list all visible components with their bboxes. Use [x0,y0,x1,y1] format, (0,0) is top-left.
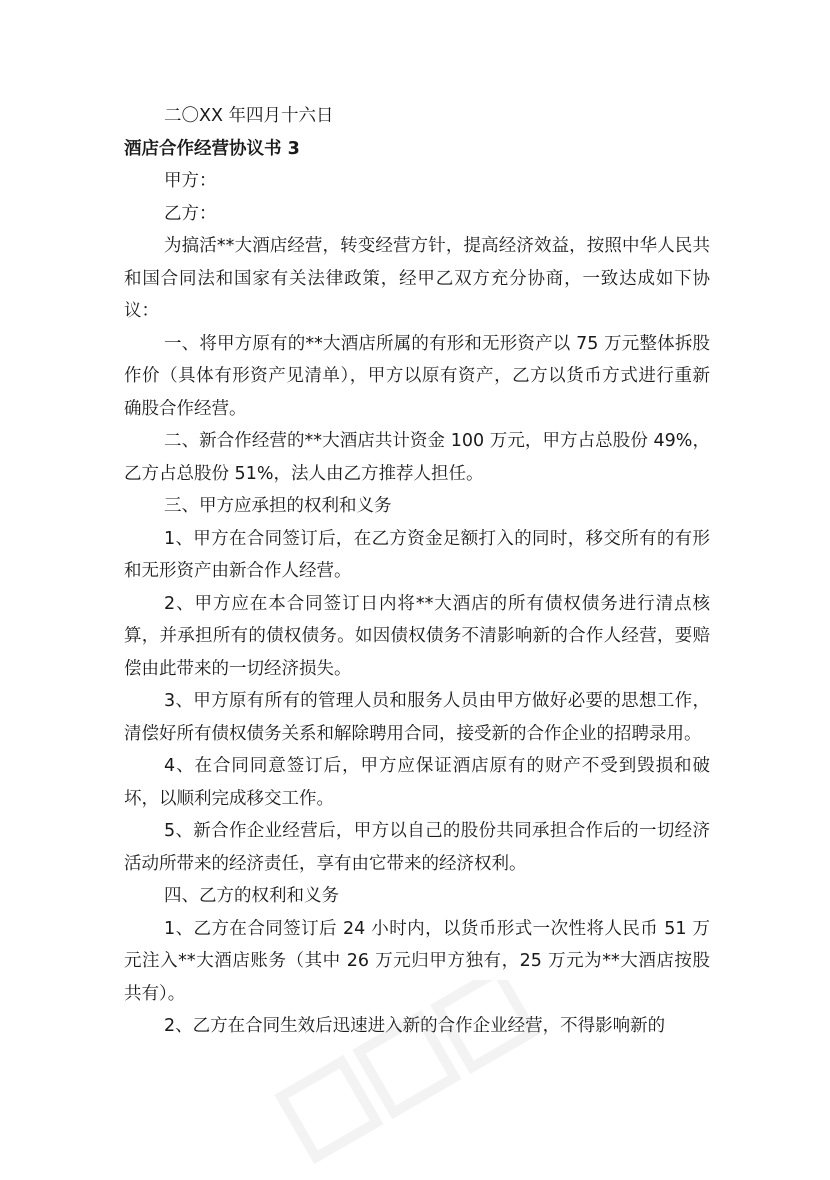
paragraph-clause-2: 二、新合作经营的**大酒店共计资金 100 万元，甲方占总股份 49%，乙方占总股份 51%，法人由乙方推荐人担任。 [124,431,710,484]
paragraph-b-1: 1、乙方在合同签订后 24 小时内，以货币形式一次性将人民币 51 万元注入**大酒店账务（其中 26 万元归甲方独有，25 万元为**大酒店按股共有）。 [124,918,710,1004]
date-line: 二〇XX 年四月十六日 [164,106,334,126]
party-a-line: 甲方： [164,171,217,191]
paragraph-preamble: 为搞活**大酒店经营，转变经营方针，提高经济效益，按照中华人民共和国合同法和国家有关法律政策，经甲乙双方充分协商，一致达成如下协议： [124,236,710,321]
document-title: 酒店合作经营协议书 3 [124,138,300,159]
paragraph-a-5: 5、新合作企业经营后，甲方以自己的股份共同承担合作后的一切经济活动所带来的经济责任，享有由它带来的经济权利。 [124,821,710,874]
paragraph-a-3: 3、甲方原有所有的管理人员和服务人员由甲方做好必要的思想工作，清偿好所有债权债务关系和解除聘用合同，接受新的合作企业的招聘录用。 [124,691,710,744]
party-b-line: 乙方： [164,203,217,224]
paragraph-a-4: 4、在合同同意签订后，甲方应保证酒店原有的财产不受到毁损和破坏，以顺利完成移交工作。 [124,756,710,809]
paragraph-b-2: 2、乙方在合同生效后迅速进入新的合作企业经营，不得影响新的 [164,1016,666,1036]
section-heading-party-b: 四、乙方的权利和义务 [164,886,339,906]
paragraph-a-2: 2、甲方应在本合同签订日内将**大酒店的所有债权债务进行清点核算，并承担所有的债权债务。如因债权债务不清影响新的合作人经营，要赔偿由此带来的一切经济损失。 [124,593,710,679]
paragraph-a-1: 1、甲方在合同签订后，在乙方资金足额打入的同时，移交所有的有形和无形资产由新合作人经营。 [124,528,710,581]
document-body [124,100,710,1043]
paragraph-clause-1: 一、将甲方原有的**大酒店所属的有形和无形资产以 75 万元整体拆股作价（具体有形资产见清单），甲方以原有资产，乙方以货币方式进行重新确股合作经营。 [124,333,710,419]
section-heading-party-a: 三、甲方应承担的权利和义务 [164,496,392,516]
